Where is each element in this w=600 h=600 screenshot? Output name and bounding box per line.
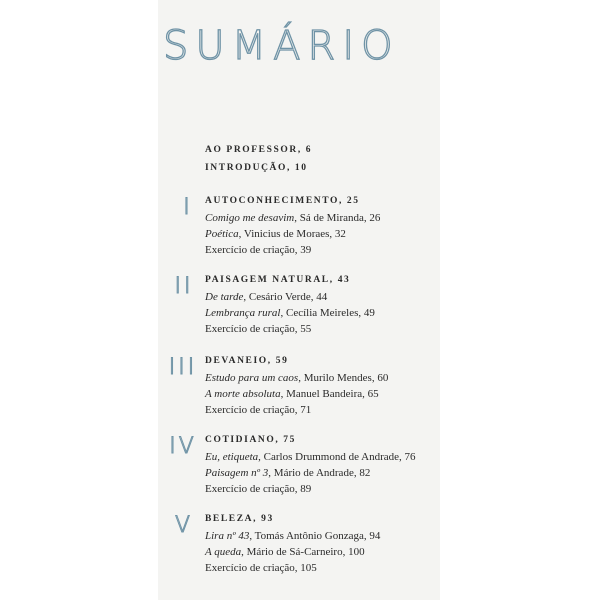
work-title: Poética bbox=[205, 228, 239, 240]
section-numeral: III bbox=[168, 355, 198, 380]
work-author-page: , Tomás Antônio Gonzaga, 94 bbox=[249, 530, 381, 542]
toc-item bbox=[205, 528, 440, 544]
work-title: Estudo para um caos bbox=[205, 372, 299, 384]
toc-item bbox=[205, 402, 440, 418]
toc-item bbox=[205, 386, 440, 402]
toc-item bbox=[205, 226, 440, 242]
work-author-page: , Manuel Bandeira, 65 bbox=[280, 388, 379, 400]
work-title: A morte absoluta bbox=[205, 388, 281, 400]
toc-item bbox=[205, 210, 440, 226]
toc-item bbox=[205, 242, 440, 258]
toc-entry-introducao: INTRODUÇÃO, 10 bbox=[205, 163, 308, 173]
work-author-page: Exercício de criação, 89 bbox=[205, 483, 312, 495]
toc-item bbox=[205, 370, 440, 386]
section-numeral: I bbox=[183, 195, 193, 220]
section-numeral: V bbox=[174, 513, 194, 538]
work-author-page: Exercício de criação, 105 bbox=[205, 562, 317, 574]
section-heading: BELEZA, 93 bbox=[205, 514, 274, 524]
toc-item bbox=[205, 481, 440, 497]
work-author-page: , Sá de Miranda, 26 bbox=[294, 212, 381, 224]
work-author-page: , Mário de Andrade, 82 bbox=[268, 467, 371, 479]
work-author-page: Exercício de criação, 71 bbox=[205, 404, 312, 416]
work-author-page: Exercício de criação, 39 bbox=[205, 244, 312, 256]
work-author-page: , Murilo Mendes, 60 bbox=[298, 372, 389, 384]
toc-section bbox=[205, 511, 440, 576]
work-author-page: , Cecília Meireles, 49 bbox=[280, 307, 375, 319]
toc-item bbox=[205, 560, 440, 576]
work-title: Lira nº 43 bbox=[205, 530, 250, 542]
toc-item bbox=[205, 305, 440, 321]
toc-item bbox=[205, 449, 440, 465]
work-title: A queda bbox=[205, 546, 242, 558]
section-heading: AUTOCONHECIMENTO, 25 bbox=[205, 196, 360, 206]
toc-section bbox=[205, 432, 440, 497]
section-numeral: IV bbox=[169, 434, 197, 459]
section-numeral: II bbox=[174, 274, 194, 299]
section-heading: DEVANEIO, 59 bbox=[205, 356, 289, 366]
toc-item bbox=[205, 544, 440, 560]
work-title: De tarde bbox=[205, 291, 244, 303]
toc-item bbox=[205, 321, 440, 337]
section-heading: COTIDIANO, 75 bbox=[205, 435, 297, 445]
section-heading: PAISAGEM NATURAL, 43 bbox=[205, 275, 351, 285]
work-title: Lembrança rural bbox=[205, 307, 281, 319]
work-author-page: , Cesário Verde, 44 bbox=[243, 291, 328, 303]
work-author-page: , Mário de Sá-Carneiro, 100 bbox=[241, 546, 365, 558]
work-title: Comigo me desavim bbox=[205, 212, 295, 224]
page-title: SUMÁRIO bbox=[163, 23, 400, 69]
toc-entry-ao-professor: AO PROFESSOR, 6 bbox=[205, 145, 313, 155]
toc-item bbox=[205, 289, 440, 305]
toc-item bbox=[205, 465, 440, 481]
work-title: Paisagem nº 3 bbox=[205, 467, 269, 479]
work-title: Eu, etiqueta bbox=[205, 451, 259, 463]
toc-section bbox=[205, 193, 440, 258]
work-author-page: Exercício de criação, 55 bbox=[205, 323, 312, 335]
toc-section bbox=[205, 272, 440, 337]
work-author-page: , Vinicius de Moraes, 32 bbox=[238, 228, 346, 240]
work-author-page: , Carlos Drummond de Andrade, 76 bbox=[258, 451, 416, 463]
toc-section bbox=[205, 353, 440, 418]
